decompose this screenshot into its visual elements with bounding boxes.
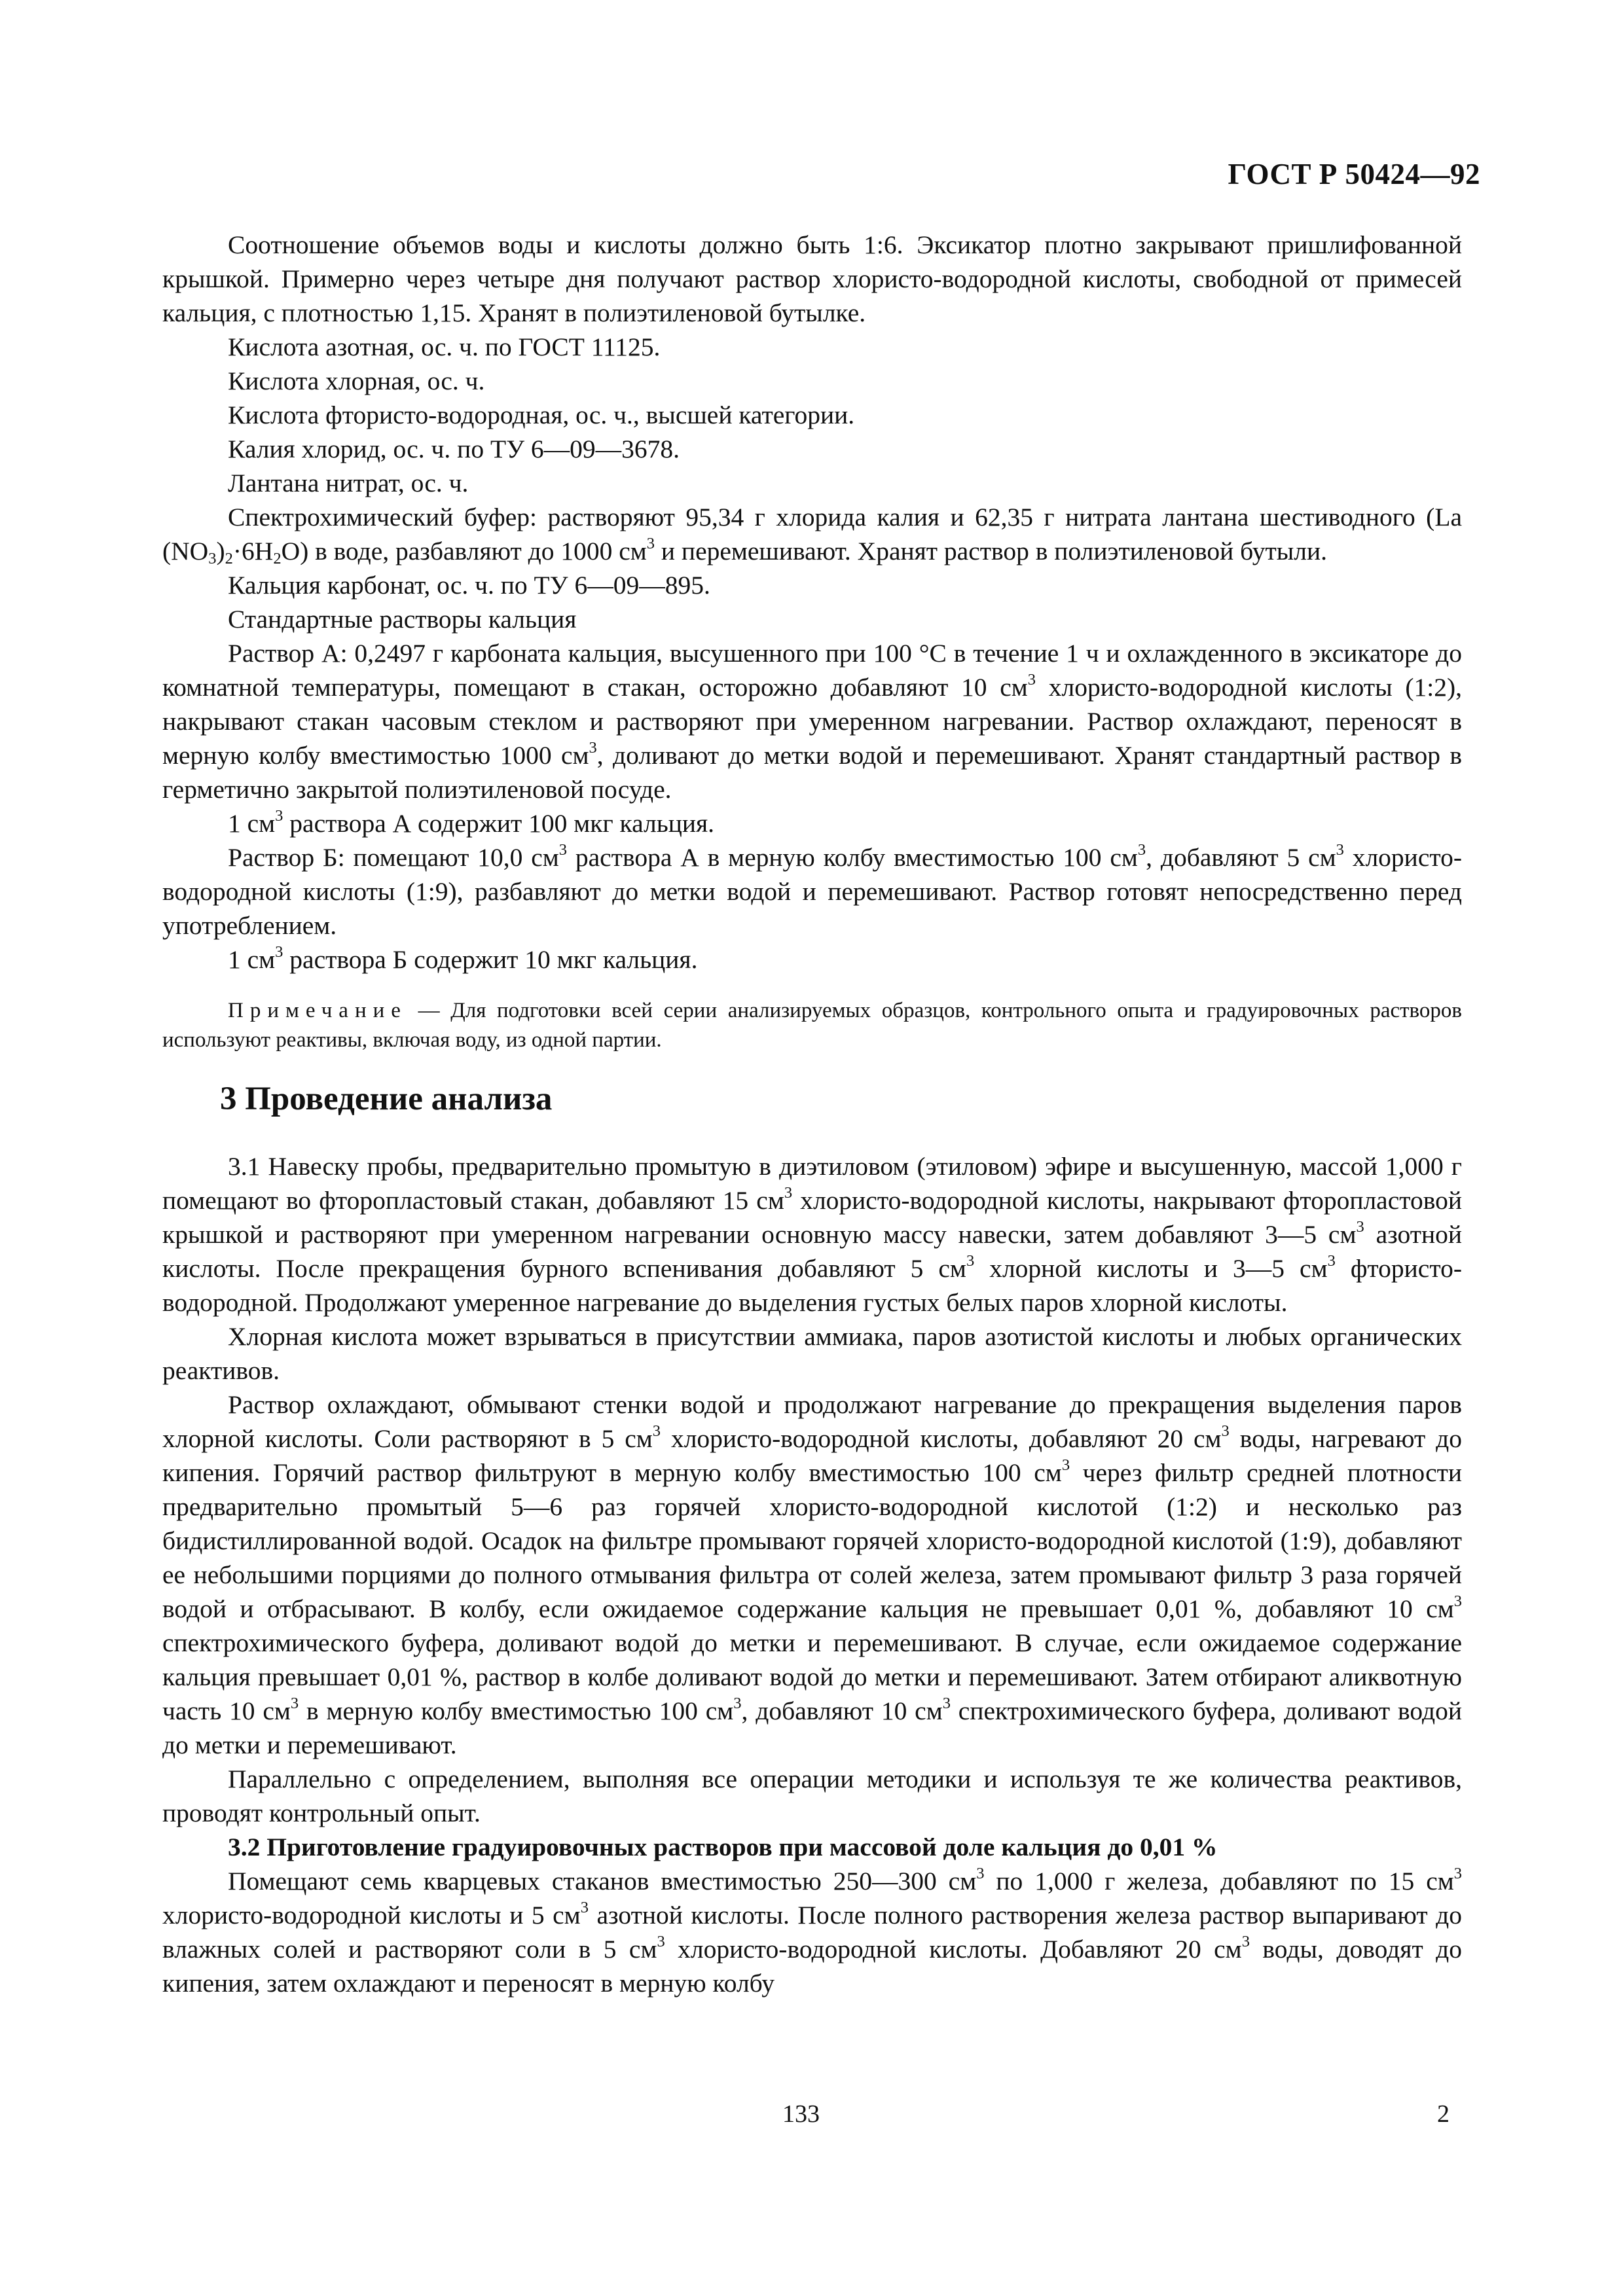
standard-solutions-heading: Стандартные растворы кальция — [228, 605, 577, 634]
solution-b: Раствор Б: помещают 10,0 $см^3$ раствора А в мерную колбу вместимостью 100 $см^3$, добавляют 5 $см^3$ хлористо-водородной кислоты (1:9), разбавляют до метки водой и перемешивают. Раствор готовят непосредственно перед употреблением. — [162, 840, 1462, 940]
reagent-hydrofluoric: Кислота фтористо-водородная, ос. ч., высшей категории. — [228, 401, 855, 429]
reagent-perchloric: Кислота хлорная, ос. ч. — [228, 367, 485, 395]
reagent-caco3: Кальция карбонат, ос. ч. по ТУ 6—09—895. — [228, 571, 710, 600]
section-title: 3 Проведение анализа — [220, 1081, 553, 1117]
paragraph-3-1: 3.1 Навеску пробы, предварительно промытую в диэтиловом (этиловом) эфире и высушенную, массой 1,000 г помещают во фторопластовый стакан, добавляют 15 $см^3$ хлористо-водородной кислоты, накрывают фторопластовой крышкой и растворяют при умеренном нагревании основную массу навески, затем добавляют 3—5 $см^3$ азотной кислоты. После прекращения бурного вспенивания добавляют 5 $см^3$ хлорной кислоты и 3—5 $см^3$ фтористо-водородной. Продолжают умеренное нагревание до выделения густых белых паров хлорной кислоты. — [162, 1152, 1462, 1317]
solution-a: Раствор А: 0,2497 г карбоната кальция, высушенного при 100 °С в течение 1 ч и охлажденного в эксикаторе до комнатной температуры, помещают в стакан, осторожно добавляют 10 $см^3$ хлористо-водородной кислоты (1:2), накрывают стакан часовым стеклом и растворяют при умеренном нагревании. Раствор охлаждают, переносят в мерную колбу вместимостью 1000 $см^3$, доливают до метки водой и перемешивают. Хранят стандартный раствор в герметично закрытой полиэтиленовой посуде. — [162, 639, 1462, 804]
reagent-nitric: Кислота азотная, ос. ч. по ГОСТ 11125. — [228, 332, 661, 361]
note: Примечание — Для подготовки всей серии анализируемых образцов, контрольного опыта и градуировочных растворов используют реактивы, включая воду, из одной партии. — [162, 999, 1462, 1052]
subsection-title: 3.2 Приготовление градуировочных растворов при массовой доле кальция до 0,01 % — [228, 1833, 1218, 1861]
page-number: 133 — [782, 2100, 820, 2128]
paragraph-warning: Хлорная кислота может взрываться в присутствии аммиака, паров азотистой кислоты и любых органических реактивов. — [162, 1322, 1462, 1385]
document-code: ГОСТ Р 50424—92 — [1228, 158, 1480, 190]
note-label: Примечание — [228, 999, 407, 1022]
reagent-kcl: Калия хлорид, ос. ч. по ТУ 6—09—3678. — [228, 435, 680, 463]
page-content — [162, 228, 1462, 2000]
paragraph-cooling: Раствор охлаждают, обмывают стенки водой и продолжают нагревание до прекращения выделения паров хлорной кислоты. Соли растворяют в 5 $см^3$ хлористо-водородной кислоты, добавляют 20 $см^3$ воды, нагревают до кипения. Горячий раствор фильтруют в мерную колбу вместимостью 100 $см^3$ через фильтр средней плотности предварительно промытый 5—6 раз горячей хлористо-водородной кислотой (1:2) и несколько раз бидистиллированной водой. Осадок на фильтре промывают горячей хлористо-водородной кислотой (1:9), добавляют ее небольшими порциями до полного отмывания фильтра от солей железа, затем промывают фильтр 3 раза горячей водой и отбрасывают. В колбу, если ожидаемое содержание кальция не превышает 0,01 %, добавляют 10 $см^3$ спектрохимического буфера, доливают водой до метки и перемешивают. В случае, если ожидаемое содержание кальция превышает 0,01 %, раствор в колбе доливают водой до метки и перемешивают. Затем отбирают аликвотную часть 10 $см^3$ в мерную колбу вместимостью 100 $см^3$, добавляют 10 $см^3$ спектрохимического буфера, доливают водой до метки и перемешивают. — [162, 1390, 1463, 1759]
sheet-number: 2 — [1437, 2100, 1450, 2128]
solution-b-concentration: 1 $см^3$ раствора Б содержит 10 мкг кальция. — [228, 942, 698, 974]
solution-a-concentration: 1 $см^3$ раствора А содержит 100 мкг кальция. — [228, 806, 715, 838]
reagent-buffer: Спектрохимический буфер: растворяют 95,34 г хлорида калия и 62,35 г нитрата лантана шестиводного (La $(NO_3)_2\cdot 6H_2O$) в воде, разбавляют до 1000 $см^3$ и перемешивают. Хранят раствор в полиэтиленовой бутыли. — [162, 503, 1462, 568]
reagent-lanthanum: Лантана нитрат, ос. ч. — [228, 469, 469, 497]
paragraph-3-2: Помещают семь кварцевых стаканов вместимостью 250—300 $см^3$ по 1,000 г железа, добавляют по 15 $см^3$ хлористо-водородной кислоты и 5 $см^3$ азотной кислоты. После полного растворения железа раствор выпаривают до влажных солей и растворяют соли в 5 $см^3$ хлористо-водородной кислоты. Добавляют 20 $см^3$ воды, доводят до кипения, затем охлаждают и переносят в мерную колбу — [162, 1864, 1463, 1998]
paragraph-intro: Соотношение объемов воды и кислоты должно быть 1:6. Эксикатор плотно закрывают пришлифованной крышкой. Примерно через четыре дня получают раствор хлористо-водородной кислоты, свободной от примесей кальция, с плотностью 1,15. Хранят в полиэтиленовой бутылке. — [162, 230, 1462, 327]
paragraph-control: Параллельно с определением, выполняя все операции методики и используя те же количества реактивов, проводят контрольный опыт. — [162, 1765, 1462, 1827]
